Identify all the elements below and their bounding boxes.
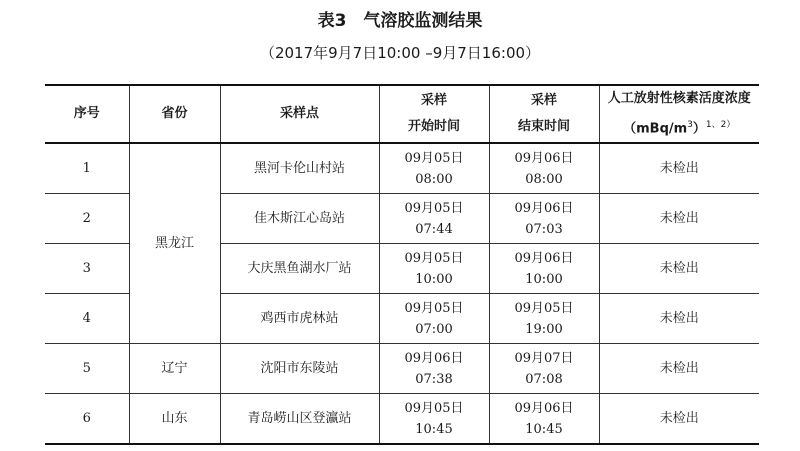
header-start-time [379,85,489,143]
cell-result: 未检出 [599,143,759,194]
end-date: 09月06日 [514,150,574,166]
end-time: 08:00 [525,171,563,187]
header-conc-unit-close: ） [692,121,706,137]
cell-result: 未检出 [599,394,759,445]
cell-result: 未检出 [599,244,759,294]
start-time: 10:00 [415,271,453,287]
cell-end [489,143,599,194]
header-no: 序号 [45,85,129,143]
start-time: 08:00 [415,171,453,187]
start-date: 09月05日 [404,150,464,166]
start-date: 09月05日 [404,200,464,216]
cell-start [379,143,489,194]
cell-end [489,344,599,394]
cell-end [489,244,599,294]
end-date: 09月06日 [514,200,574,216]
cell-no: 1 [45,143,129,194]
header-end-line1: 采样 [530,93,557,109]
end-time: 19:00 [525,321,563,337]
start-date: 09月05日 [404,300,464,316]
start-time: 10:45 [415,421,453,437]
cell-result: 未检出 [599,194,759,244]
end-date: 09月07日 [514,350,574,366]
header-row [45,85,759,143]
cell-no: 2 [45,194,129,244]
start-time: 07:38 [415,371,453,387]
cell-site: 佳木斯江心岛站 [220,194,379,244]
cell-site: 沈阳市东陵站 [220,344,379,394]
cell-no: 4 [45,294,129,344]
cell-site: 大庆黑鱼湖水厂站 [220,244,379,294]
table-title: 表3 气溶胶监测结果 [317,11,483,31]
cell-start [379,394,489,445]
table-subtitle: （2017年9月7日10:00 –9月7日16:00） [259,44,541,62]
header-conc-unit-line [600,112,760,142]
cell-site: 鸡西市虎林站 [220,294,379,344]
cell-start [379,194,489,244]
header-start-line2: 开始时间 [407,119,460,135]
cell-no: 6 [45,394,129,445]
cell-site: 黑河卡伦山村站 [220,143,379,194]
cell-site: 青岛崂山区登瀛站 [220,394,379,445]
header-start-line1: 采样 [420,93,447,109]
header-conc-unit-sup: 3 [687,120,693,130]
header-conc-unit: （mBq/m [623,121,688,137]
table-row [45,344,759,394]
cell-no: 3 [45,244,129,294]
cell-result: 未检出 [599,344,759,394]
cell-result: 未检出 [599,294,759,344]
header-conc-line1: 人工放射性核素活度浓度 [607,91,751,106]
cell-province: 辽宁 [129,344,220,394]
end-date: 09月06日 [514,250,574,266]
cell-end [489,394,599,445]
start-date: 09月06日 [404,350,464,366]
header-end-line2: 结束时间 [517,119,570,135]
cell-end [489,294,599,344]
start-date: 09月05日 [404,250,464,266]
end-date: 09月06日 [514,400,574,416]
header-province: 省份 [129,85,220,143]
cell-start [379,244,489,294]
cell-start [379,294,489,344]
table-row [45,143,759,194]
start-time: 07:00 [415,321,453,337]
end-time: 07:03 [525,221,563,237]
cell-province: 黑龙江 [129,143,220,344]
header-conc-notes: 1、2） [705,120,736,130]
end-time: 10:45 [525,421,563,437]
cell-end [489,194,599,244]
header-site: 采样点 [220,85,379,143]
end-date: 09月05日 [514,300,574,316]
end-time: 10:00 [525,271,563,287]
header-concentration [599,85,759,143]
cell-province: 山东 [129,394,220,445]
cell-no: 5 [45,344,129,394]
table-row [45,394,759,445]
end-time: 07:08 [525,371,563,387]
start-time: 07:44 [415,221,453,237]
cell-start [379,344,489,394]
start-date: 09月05日 [404,400,464,416]
header-end-time [489,85,599,143]
aerosol-monitoring-table [45,84,759,445]
